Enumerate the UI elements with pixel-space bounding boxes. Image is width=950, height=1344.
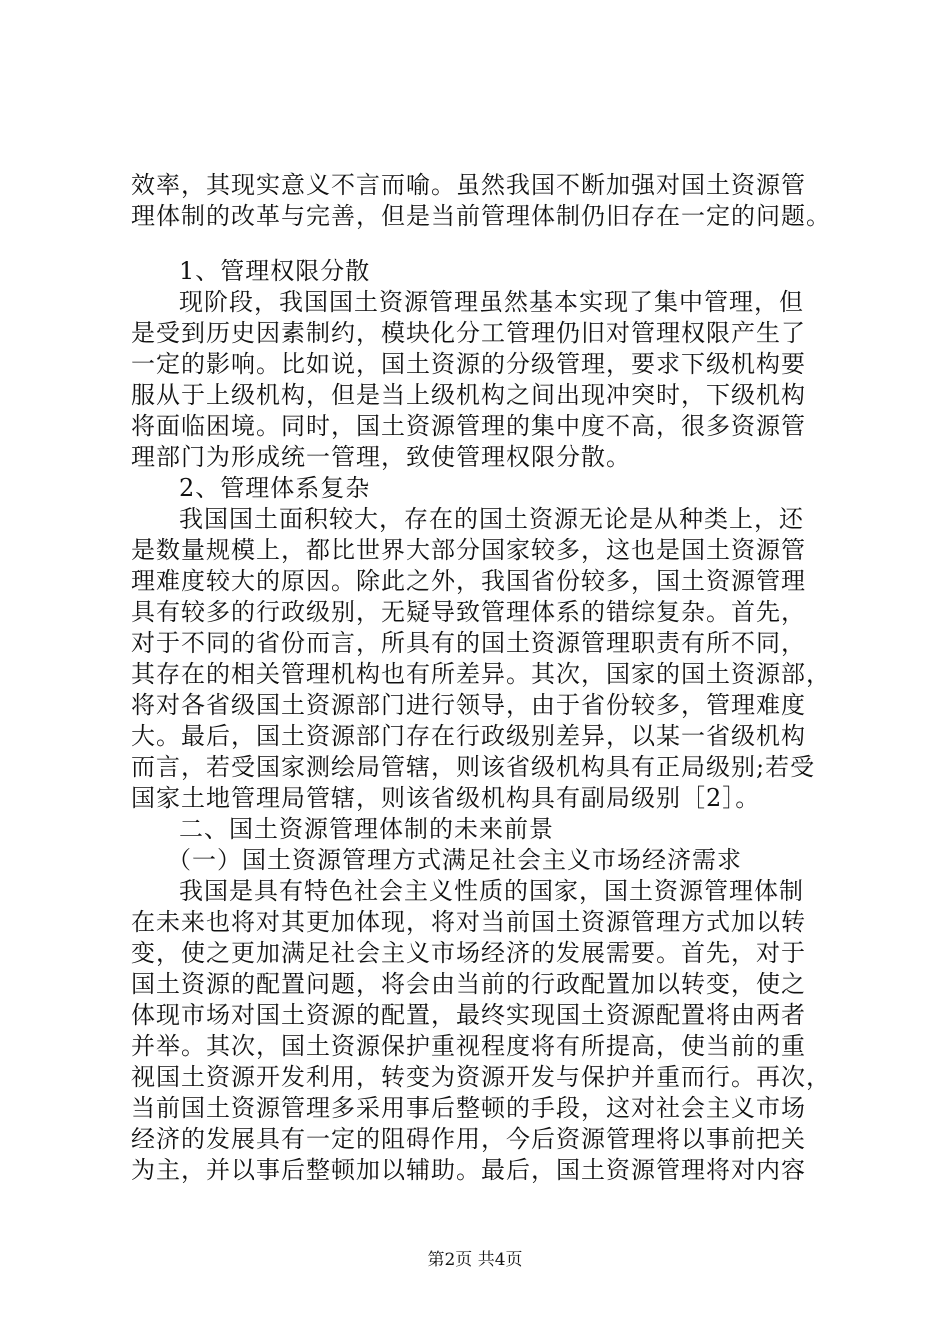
paragraph-line: 大。最后，国土资源部门存在行政级别差异，以某一省级机构 [131,722,806,750]
paragraph-line: 为主，并以事后整顿加以辅助。最后，国土资源管理将对内容 [131,1156,806,1184]
section-heading-future: 二、国土资源管理体制的未来前景 [179,815,554,843]
paragraph-gap [131,232,841,256]
paragraph-line: 对于不同的省份而言，所具有的国土资源管理职责有所不同， [131,629,806,657]
paragraph-line: 经济的发展具有一定的阻碍作用，今后资源管理将以事前把关 [131,1125,806,1153]
heading-management-system: 2、管理体系复杂 [179,474,371,502]
paragraph-line: 变，使之更加满足社会主义市场经济的发展需要。首先，对于 [131,939,806,967]
paragraph-line: 具有较多的行政级别，无疑导致管理体系的错综复杂。首先， [131,598,806,626]
paragraph-line: 一定的影响。比如说，国土资源的分级管理，要求下级机构要 [131,350,806,378]
paragraph-line: 理难度较大的原因。除此之外，我国省份较多，国土资源管理 [131,567,806,595]
subsection-heading: （一）国土资源管理方式满足社会主义市场经济需求 [167,846,742,874]
paragraph-line: 而言，若受国家测绘局管辖，则该省级机构具有正局级别;若受 [131,753,816,781]
paragraph-line: 是数量规模上，都比世界大部分国家较多，这也是国土资源管 [131,536,806,564]
paragraph-line: 视国土资源开发利用，转变为资源开发与保护并重而行。再次， [131,1063,831,1091]
paragraph-line: 并举。其次，国土资源保护重视程度将有所提高，使当前的重 [131,1032,806,1060]
page-number-footer: 第2页 共4页 [427,1250,523,1270]
paragraph-line: 服从于上级机构，但是当上级机构之间出现冲突时，下级机构 [131,381,806,409]
paragraph-line: 将对各省级国土资源部门进行领导，由于省份较多，管理难度 [131,691,806,719]
paragraph-line: 其存在的相关管理机构也有所差异。其次，国家的国土资源部， [131,660,831,688]
paragraph-line: 我国国土面积较大，存在的国土资源无论是从种类上，还 [179,505,804,533]
paragraph-line: 国土资源的配置问题，将会由当前的行政配置加以转变，使之 [131,970,806,998]
paragraph-line: 当前国土资源管理多采用事后整顿的手段，这对社会主义市场 [131,1094,806,1122]
paragraph-line: 在未来也将对其更加体现，将对当前国土资源管理方式加以转 [131,908,806,936]
paragraph-line: 是受到历史因素制约，模块化分工管理仍旧对管理权限产生了 [131,319,806,347]
heading-management-authority: 1、管理权限分散 [179,257,371,285]
paragraph-line: 国家土地管理局管辖，则该省级机构具有副局级别［2］。 [131,784,761,812]
intro-line: 理体制的改革与完善，但是当前管理体制仍旧存在一定的问题。 [131,202,831,230]
paragraph-line: 理部门为形成统一管理，致使管理权限分散。 [131,443,631,471]
intro-line: 效率，其现实意义不言而喻。虽然我国不断加强对国土资源管 [131,171,806,199]
paragraph-line: 我国是具有特色社会主义性质的国家，国土资源管理体制 [179,877,804,905]
paragraph-line: 体现市场对国土资源的配置，最终实现国土资源配置将由两者 [131,1001,806,1029]
paragraph-line: 现阶段，我国国土资源管理虽然基本实现了集中管理，但 [179,288,804,316]
document-body [131,170,841,1186]
paragraph-line: 将面临困境。同时，国土资源管理的集中度不高，很多资源管 [131,412,806,440]
